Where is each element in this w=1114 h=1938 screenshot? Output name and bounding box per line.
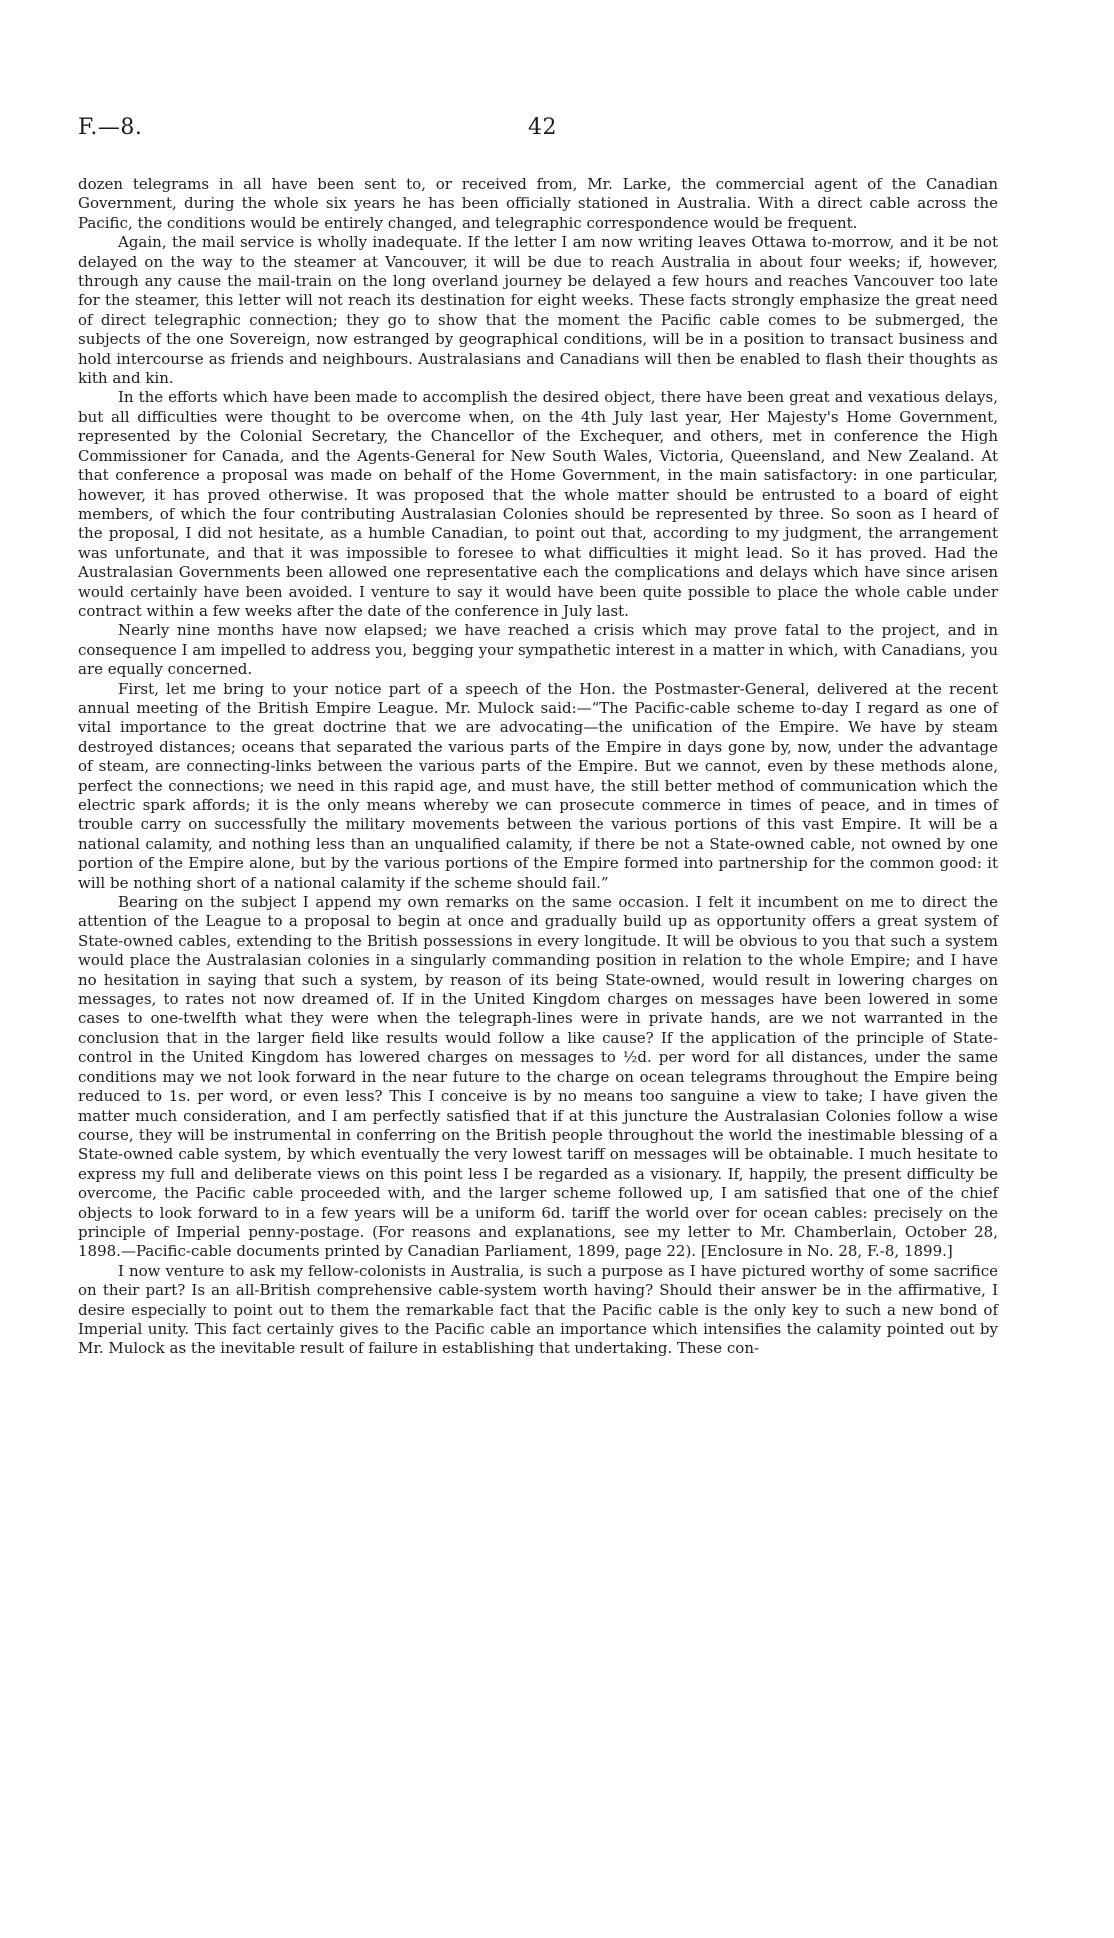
page-header (78, 115, 998, 147)
document-body (78, 175, 998, 1359)
paragraph: Bearing on the subject I append my own remarks on the same occasion. I felt it incumbent on me to direct the attention of the League to a proposal to begin at once and gradually build up as opportunity offers a great system of State-owned cables, extending to the British possessions in every longitude. It will be obvious to you that such a system would place the Australasian colonies in a singularly commanding position in relation to the whole Empire; and I have no hesitation in saying that such a system, by reason of its being State-owned, would result in lowering charges on messages, to rates not now dreamed of. If in the United Kingdom charges on messages have been lowered in some cases to one-twelfth what they were when the telegraph-lines were in private hands, are we not warranted in the conclusion that in the larger field like results would follow a like cause? If the application of the principle of State-control in the United Kingdom has lowered charges on messages to ½d. per word for all distances, under the same conditions may we not look forward in the near future to the charge on ocean telegrams throughout the Empire being reduced to 1s. per word, or even less? This I conceive is by no means too sanguine a view to take; I have given the matter much consideration, and I am perfectly satisfied that if at this juncture the Australasian Colonies follow a wise course, they will be instrumental in conferring on the British people throughout the world the inestimable blessing of a State-owned cable system, by which eventually the very lowest tariff on messages will be obtainable. I much hesitate to express my full and deliberate views on this point less I be regarded as a visionary. If, happily, the present difficulty be overcome, the Pacific cable proceeded with, and the larger scheme followed up, I am satisfied that one of the chief objects to look forward to in a few years will be a uniform 6d. tariff the world over for ocean cables: precisely on the principle of Imperial penny-postage. (For reasons and explanations, see my letter to Mr. Chamberlain, October 28, 1898.—Pacific-cable documents printed by Canadian Parliament, 1899, page 22). [Enclosure in No. 28, F.-8, 1899.] (78, 893, 998, 1261)
paragraph: Again, the mail service is wholly inadequate. If the letter I am now writing leaves Ottawa to-morrow, and it be not delayed on the way to the steamer at Vancouver, it will be due to reach Australia in about four weeks; if, however, through any cause the mail-train on the long overland journey be delayed a few hours and reaches Vancouver too late for the steamer, this letter will not reach its destination for eight weeks. These facts strongly emphasize the great need of direct telegraphic connection; they go to show that the moment the Pacific cable comes to be submerged, the subjects of the one Sovereign, now estranged by geographical conditions, will be in a position to transact business and hold intercourse as friends and neighbours. Australasians and Canadians will then be enabled to flash their thoughts as kith and kin. (78, 233, 998, 388)
paragraph: Nearly nine months have now elapsed; we have reached a crisis which may prove fatal to the project, and in consequence I am impelled to address you, begging your sympathetic interest in a matter in which, with Canadians, you are equally concerned. (78, 621, 998, 679)
paragraph: In the efforts which have been made to accomplish the desired object, there have been great and vexatious delays, but all difficulties were thought to be overcome when, on the 4th July last year, Her Majesty's Home Government, represented by the Colonial Secretary, the Chancellor of the Exchequer, and others, met in conference the High Commissioner for Canada, and the Agents-General for New South Wales, Victoria, Queensland, and New Zealand. At that conference a proposal was made on behalf of the Home Government, in the main satisfactory: in one particular, however, it has proved otherwise. It was proposed that the whole matter should be entrusted to a board of eight members, of which the four contributing Australasian Colonies should be represented by three. So soon as I heard of the proposal, I did not hesitate, as a humble Canadian, to point out that, according to my judgment, the arrangement was unfortunate, and that it was impossible to foresee to what difficulties it might lead. So it has proved. Had the Australasian Governments been allowed one representative each the complications and delays which have since arisen would certainly have been avoided. I venture to say it would have been quite possible to place the whole cable under contract within a few weeks after the date of the conference in July last. (78, 388, 998, 620)
document-reference: F.—8. (78, 115, 143, 140)
paragraph: First, let me bring to your notice part of a speech of the Hon. the Postmaster-General, delivered at the recent annual meeting of the British Empire League. Mr. Mulock said:—“The Pacific-cable scheme to-day I regard as one of vital importance to the great doctrine that we are advocating—the unification of the Empire. We have by steam destroyed distances; oceans that separated the various parts of the Empire in days gone by, now, under the advantage of steam, are connecting-links between the various parts of the Empire. But we cannot, even by these methods alone, perfect the connections; we need in this rapid age, and must have, the still better method of communication which the electric spark affords; it is the only means whereby we can prosecute commerce in times of peace, and in times of trouble carry on successfully the military movements between the various portions of this vast Empire. It will be a national calamity, and nothing less than an unqualified calamity, if there be not a State-owned cable, not owned by one portion of the Empire alone, but by the various portions of the Empire formed into partnership for the common good: it will be nothing short of a national calamity if the scheme should fail.” (78, 679, 998, 892)
paragraph: dozen telegrams in all have been sent to, or received from, Mr. Larke, the commercial agent of the Canadian Government, during the whole six years he has been officially stationed in Australia. With a direct cable across the Pacific, the conditions would be entirely changed, and telegraphic correspondence would be frequent. (78, 175, 998, 232)
document-page (78, 115, 998, 1359)
paragraph: I now venture to ask my fellow-colonists in Australia, is such a purpose as I have pictured worthy of some sacrifice on their part? Is an all-British comprehensive cable-system worth having? Should their answer be in the affirmative, I desire especially to point out to them the remarkable fact that the Pacific cable is the only key to such a new bond of Imperial unity. This fact certainly gives to the Pacific cable an importance which intensifies the calamity pointed out by Mr. Mulock as the inevitable result of failure in establishing that undertaking. These con- (78, 1261, 998, 1358)
page-number: 42 (528, 115, 557, 140)
